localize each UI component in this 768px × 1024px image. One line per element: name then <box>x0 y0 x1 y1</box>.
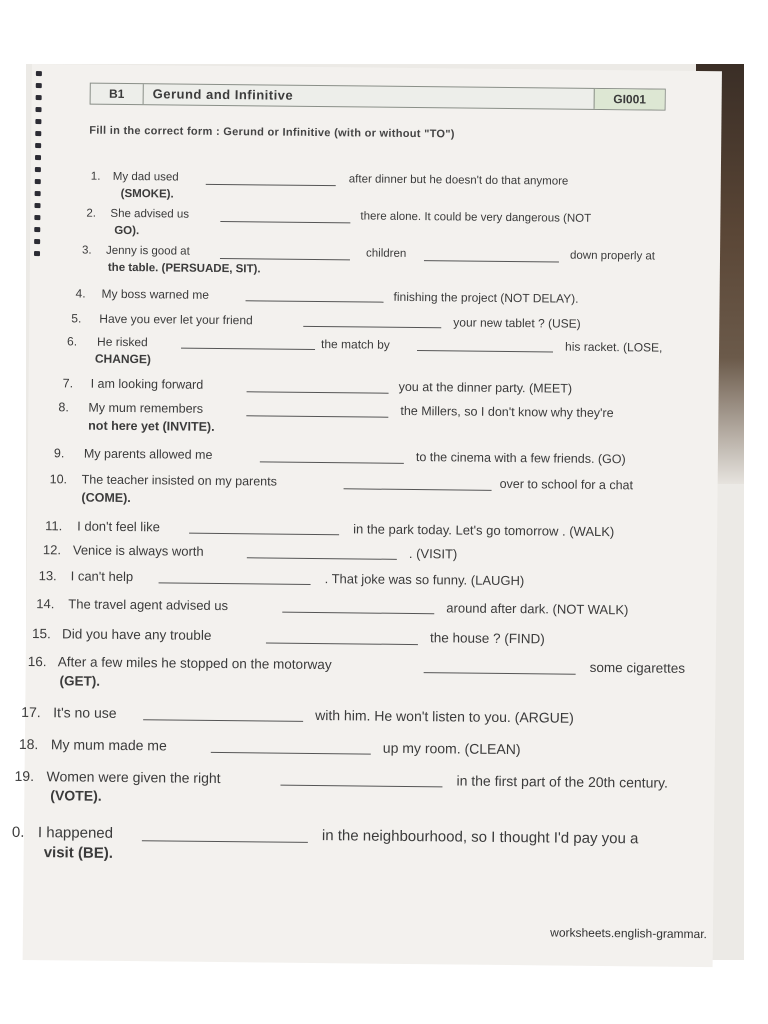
item-text-continued: visit (BE). <box>43 844 114 862</box>
worksheet-page <box>11 64 722 967</box>
item-text: your new tablet ? (USE) <box>453 315 581 331</box>
item-text: She advised us <box>110 207 190 221</box>
answer-blank[interactable] <box>220 209 350 223</box>
level-code: B1 <box>91 84 144 105</box>
worksheet-header <box>90 83 666 111</box>
answer-blank[interactable] <box>247 378 389 393</box>
item-text: around after dark. (NOT WALK) <box>446 600 629 618</box>
item-text: Have you ever let your friend <box>99 311 253 328</box>
item-number: 18. <box>18 735 39 753</box>
item-text: there alone. It could be very dangerous (NOT <box>360 210 592 225</box>
item-text: finishing the project (NOT DELAY). <box>393 289 579 306</box>
exercise-item <box>11 823 714 871</box>
item-number: 1. <box>90 170 101 183</box>
answer-blank[interactable] <box>282 599 434 615</box>
item-text: down properly at <box>569 249 656 263</box>
exercise-item <box>25 654 715 701</box>
item-text-continued: GO). <box>114 224 140 237</box>
item-text: up my room. (CLEAN) <box>382 739 521 758</box>
item-text: It's no use <box>53 704 117 721</box>
item-text: in the neighbourhood, so I thought I'd pay you a <box>321 827 639 848</box>
exercise-item <box>28 400 718 447</box>
answer-blank[interactable] <box>189 520 339 536</box>
item-number: 14. <box>36 596 55 612</box>
item-text: The travel agent advised us <box>68 596 229 614</box>
worksheet-id: GI001 <box>594 89 665 110</box>
item-text: I am looking forward <box>90 376 204 392</box>
answer-blank[interactable] <box>266 628 418 644</box>
worksheet-title: Gerund and Infinitive <box>152 86 294 103</box>
item-text: you at the dinner party. (MEET) <box>398 379 573 396</box>
item-text-continued: (GET). <box>59 672 101 689</box>
item-number: 10. <box>49 472 68 487</box>
item-text: Venice is always worth <box>72 542 204 559</box>
answer-blank[interactable] <box>417 338 553 352</box>
exercise-item <box>27 472 717 519</box>
item-number: 17. <box>21 703 41 721</box>
answer-blank[interactable] <box>280 771 442 788</box>
item-text: his racket. (LOSE, <box>564 339 663 355</box>
answer-blank[interactable] <box>246 288 384 302</box>
answer-blank[interactable] <box>303 314 441 328</box>
answer-blank[interactable] <box>260 448 404 463</box>
item-text: in the first part of the 20th century. <box>456 772 669 791</box>
exercise-item <box>14 767 714 815</box>
item-number: 15. <box>31 626 51 642</box>
item-text: Jenny is good at <box>105 244 190 258</box>
item-text-continued: CHANGE) <box>94 351 151 367</box>
item-number: 5. <box>71 311 82 326</box>
instructions: Fill in the correct form : Gerund or Infinitive (with or without "TO") <box>89 124 455 141</box>
item-text-continued: (COME). <box>81 490 131 505</box>
item-number: 12. <box>42 542 62 558</box>
item-text: the house ? (FIND) <box>429 630 545 647</box>
item-text: . That joke was so funny. (LAUGH) <box>324 571 525 589</box>
item-text: Women were given the right <box>46 768 221 787</box>
item-text-continued: (VOTE). <box>50 787 102 804</box>
item-text: I happened <box>37 824 114 842</box>
item-text: He risked <box>97 334 148 350</box>
answer-blank[interactable] <box>424 248 559 262</box>
item-number: 9. <box>53 446 65 461</box>
answer-blank[interactable] <box>247 544 397 560</box>
item-text-continued: not here yet (INVITE). <box>88 418 215 434</box>
item-number: 6. <box>67 334 78 349</box>
item-text: the match by <box>321 337 390 352</box>
answer-blank[interactable] <box>206 172 336 186</box>
item-text: with him. He won't listen to you. (ARGUE) <box>315 707 574 726</box>
item-number: 16. <box>27 653 47 670</box>
item-text-continued: (SMOKE). <box>120 187 174 200</box>
answer-blank[interactable] <box>181 336 315 350</box>
item-number: 19. <box>14 767 35 785</box>
item-text: children <box>365 247 407 260</box>
item-number: 0. <box>11 823 25 841</box>
item-text: some cigarettes <box>589 659 686 676</box>
answer-blank[interactable] <box>142 825 308 843</box>
item-text: My mum remembers <box>88 400 204 416</box>
item-text: over to school for a chat <box>499 476 634 493</box>
item-text: My boss warned me <box>101 286 210 302</box>
item-text: I can't help <box>70 568 134 585</box>
item-text: My parents allowed me <box>83 446 213 462</box>
worksheet-photo <box>11 64 744 960</box>
item-number: 4. <box>75 286 86 301</box>
item-text: the Millers, so I don't know why they're <box>400 403 614 421</box>
footer-url: worksheets.english-grammar. <box>550 925 707 942</box>
item-text: My dad used <box>112 170 179 184</box>
item-text: I don't feel like <box>77 518 160 535</box>
item-text: after dinner but he doesn't do that anymore <box>348 173 569 188</box>
item-text: to the cinema with a few friends. (GO) <box>415 450 626 467</box>
answer-blank[interactable] <box>220 246 350 260</box>
answer-blank[interactable] <box>424 658 576 674</box>
exercise-item <box>30 244 720 291</box>
item-text: . (VISIT) <box>408 545 458 562</box>
item-text-continued: the table. (PERSUADE, SIT). <box>107 261 261 275</box>
item-text: After a few miles he stopped on the motorway <box>57 654 332 673</box>
item-number: 8. <box>58 400 69 415</box>
answer-blank[interactable] <box>211 738 371 755</box>
item-text: The teacher insisted on my parents <box>81 472 277 489</box>
answer-blank[interactable] <box>143 705 303 722</box>
answer-blank[interactable] <box>344 475 492 490</box>
item-number: 2. <box>86 207 97 220</box>
item-number: 13. <box>38 568 57 584</box>
answer-blank[interactable] <box>159 569 311 585</box>
exercise-item <box>29 334 719 381</box>
item-text: in the park today. Let's go tomorrow . (WALK) <box>353 521 615 540</box>
item-number: 3. <box>81 244 92 257</box>
item-number: 11. <box>45 518 63 534</box>
answer-blank[interactable] <box>246 402 388 417</box>
item-number: 7. <box>62 376 74 391</box>
item-text: Did you have any trouble <box>61 626 212 643</box>
item-text: My mum made me <box>50 736 167 754</box>
